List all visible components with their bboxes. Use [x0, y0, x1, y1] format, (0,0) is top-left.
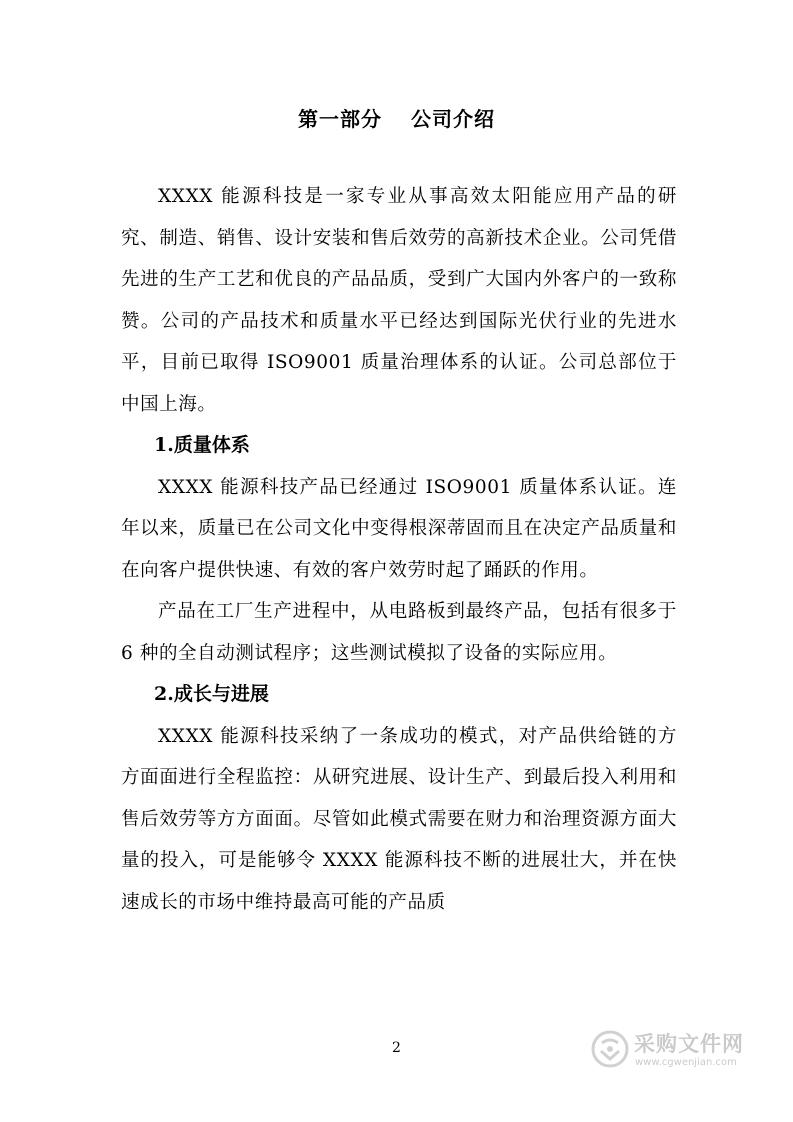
watermark	[590, 1026, 780, 1072]
document-body	[121, 176, 677, 923]
watermark-name: 采购文件网	[634, 1032, 744, 1056]
page-title: 第一部分 公司介绍	[298, 107, 495, 131]
watermark-url: www.cgwenjian.com	[635, 1057, 737, 1068]
intro-paragraph: XXXX 能源科技是一家专业从事高效太阳能应用产品的研究、制造、销售、设计安装和售后效劳的高新技术企业。公司凭借先进的生产工艺和优良的产品品质，受到广大国内外客户的一致称赞。公司的产品技术和质量水平已经达到国际光伏行业的先进水平，目前已取得 ISO9001 质量治理体系的认证。公司总部位于中国上海。	[121, 186, 677, 415]
logo-icon	[590, 1029, 630, 1069]
page-number: 2	[392, 1040, 401, 1056]
quality-paragraph-2: 产品在工厂生产进程中，从电路板到最终产品，包括有很多于 6 种的全自动测试程序；这些测试模拟了设备的实际应用。	[121, 601, 677, 664]
growth-paragraph: XXXX 能源科技采纳了一条成功的模式，对产品供给链的方方面面进行全程监控：从研究进展、设计生产、到最后投入利用和售后效劳等方方面面。尽管如此模式需要在财力和治理资源方面大量的投入，可是能够令 XXXX 能源科技不断的进展壮大，并在快速成长的市场中维持最高可能的产品质	[121, 725, 677, 913]
section-heading-growth: 2.成长与进展	[154, 683, 269, 705]
section-heading-quality: 1.质量体系	[154, 434, 250, 456]
quality-paragraph-1: XXXX 能源科技产品已经通过 ISO9001 质量体系认证。连年以来，质量已在公司文化中变得根深蒂固而且在决定产品质量和在向客户提供快速、有效的客户效劳时起了踊跃的作用。	[121, 476, 677, 581]
